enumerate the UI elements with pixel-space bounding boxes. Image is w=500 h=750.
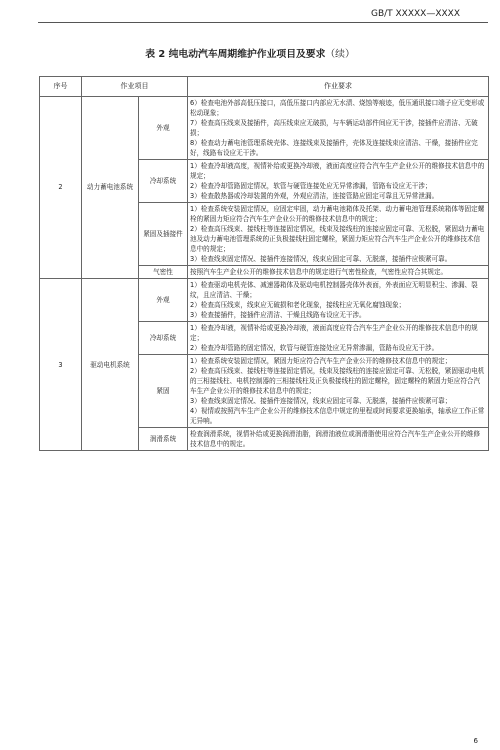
requirement-line: 2）检查高压线束，线束应无破损和老化现象，接线柱应无氧化腐蚀现象；	[190, 300, 406, 309]
requirement-line: 检查润滑系统，视情补给或更换润滑油脂，润滑油液位或润滑脂使用应符合汽车生产企业公开的维修技术信息中的规定。	[190, 430, 481, 449]
work-subitem: 紧固	[139, 355, 188, 428]
requirement-line: 2）检查冷却管路固定情况，软管与硬管连接处应无异常渗漏，管路布设应无干涉；	[190, 181, 432, 190]
row-seq-number: 3	[40, 278, 82, 450]
table-title	[0, 46, 500, 60]
requirement-line: 6）检查电池外部高低压接口，高低压接口内部应无水渍、烧蚀等痕迹，低压通讯接口端子应无变形或松动现象；	[190, 98, 485, 117]
work-requirements	[188, 321, 489, 354]
work-subitem: 外观	[139, 278, 188, 321]
standard-code: GB/T XXXXX—XXXX	[370, 9, 460, 19]
requirement-line: 1）检查系统安装固定情况，应固定牢固，动力蓄电池箱体及托架、动力蓄电池管理系统箱体等固定螺栓的紧固力矩应符合汽车生产企业公开的维修技术信息中的规定；	[190, 204, 485, 223]
header-rule	[38, 22, 488, 23]
requirement-line: 3）检查线束固定情况、接插件连接情况，线束应固定可靠、无脱落，接插件应锁紧可靠。	[190, 254, 452, 263]
row-seq-number: 2	[40, 96, 82, 278]
requirement-line: 8）检查动力蓄电池管理系统壳体、连接线束及接插件，壳体及连接线束应清洁、干燥，接插件应完好，线路布设应无干涉。	[190, 138, 478, 157]
table-title-text: 表 2 纯电动汽车周期维护作业项目及要求	[145, 49, 326, 60]
work-requirements	[188, 265, 489, 278]
requirement-line: 2）检查冷却管路的固定情况，软管与硬管连接处应无异常渗漏，管路布设应无干涉。	[190, 343, 439, 352]
requirement-line: 1）检查冷却液，视情补给或更换冷却液，液面高度应符合汽车生产企业公开的维修技术信息中的规定；	[190, 323, 478, 342]
work-item: 驱动电机系统	[82, 278, 139, 450]
maintenance-table	[39, 76, 489, 451]
work-subitem: 冷却系统	[139, 321, 188, 354]
requirement-line: 3）检查线束固定情况、接插件连接情况，线束应固定可靠、无脱落，接插件应锁紧可靠；	[190, 397, 452, 406]
work-item: 动力蓄电池系统	[82, 96, 139, 278]
requirement-line: 按照汽车生产企业公开的维修技术信息中的规定进行气密性检查，气密性应符合其规定。	[190, 267, 448, 276]
table-body	[40, 96, 489, 451]
work-subitem: 气密性	[139, 265, 188, 278]
requirement-line: 1）检查冷却液高度，视情补给或更换冷却液，液面高度应符合汽车生产企业公开的维修技术信息中的规定；	[190, 161, 485, 180]
requirement-line: 7）检查高压线束及接插件，高压线束应无破损，与车辆运动部件间应无干涉，接插件应清洁、无破损；	[190, 118, 478, 137]
work-requirements	[188, 202, 489, 265]
table-row	[40, 96, 489, 159]
page-number: 6	[473, 737, 478, 745]
header-item: 作业项目	[82, 77, 188, 97]
work-requirements	[188, 428, 489, 451]
header-seq: 序号	[40, 77, 82, 97]
work-subitem: 冷却系统	[139, 159, 188, 202]
requirement-line: 3）检查散热器或冷却装置的外观，外观应清洁，连接管路应固定可靠且无异常泄漏。	[190, 191, 439, 200]
work-requirements	[188, 96, 489, 159]
requirement-line: 4）视情或按照汽车生产企业公开的维修技术信息中规定的里程或时间要求更换轴承，轴承应工作正常无异响。	[190, 407, 485, 426]
table-title-continued: （续）	[325, 49, 355, 60]
work-subitem: 润滑系统	[139, 428, 188, 451]
work-subitem: 紧固及插接件	[139, 202, 188, 265]
requirement-line: 3）检查接插件，接插件应清洁、干燥且线路布设应无干涉。	[190, 310, 366, 319]
table-header-row	[40, 77, 489, 97]
work-requirements	[188, 159, 489, 202]
requirement-line: 2）检查高压线束、接线柱等连接固定情况，线束及接线柱的连接应固定可靠、无松脱，紧固驱动电机的三相接线柱、电机控制器的三相接线柱及正负极接线柱的固定螺栓，固定螺栓的紧固力矩应符合汽车生产企业公开的维修技术信息中的规定；	[190, 367, 485, 396]
header-requirements: 作业要求	[188, 77, 489, 97]
requirement-line: 1）检查系统安装固定情况，紧固力矩应符合汽车生产企业公开的维修技术信息中的规定；	[190, 357, 452, 365]
requirement-line: 1）检查驱动电机壳体、减速器箱体及驱动电机控制器壳体外表面，外表面应无明显积尘、渗漏、裂纹，且应清洁、干燥；	[190, 280, 478, 299]
work-subitem: 外观	[139, 96, 188, 159]
work-requirements	[188, 278, 489, 321]
requirement-line: 2）检查高压线束、接线柱等连接固定情况，线束及接线柱的连接应固定可靠、无松脱，紧固动力蓄电池及动力蓄电池管理系统的正负极接线柱固定螺栓，紧固力矩应符合汽车生产企业公开的维修技术信息中的规定；	[190, 224, 485, 253]
table-row	[40, 278, 489, 321]
work-requirements	[188, 355, 489, 428]
